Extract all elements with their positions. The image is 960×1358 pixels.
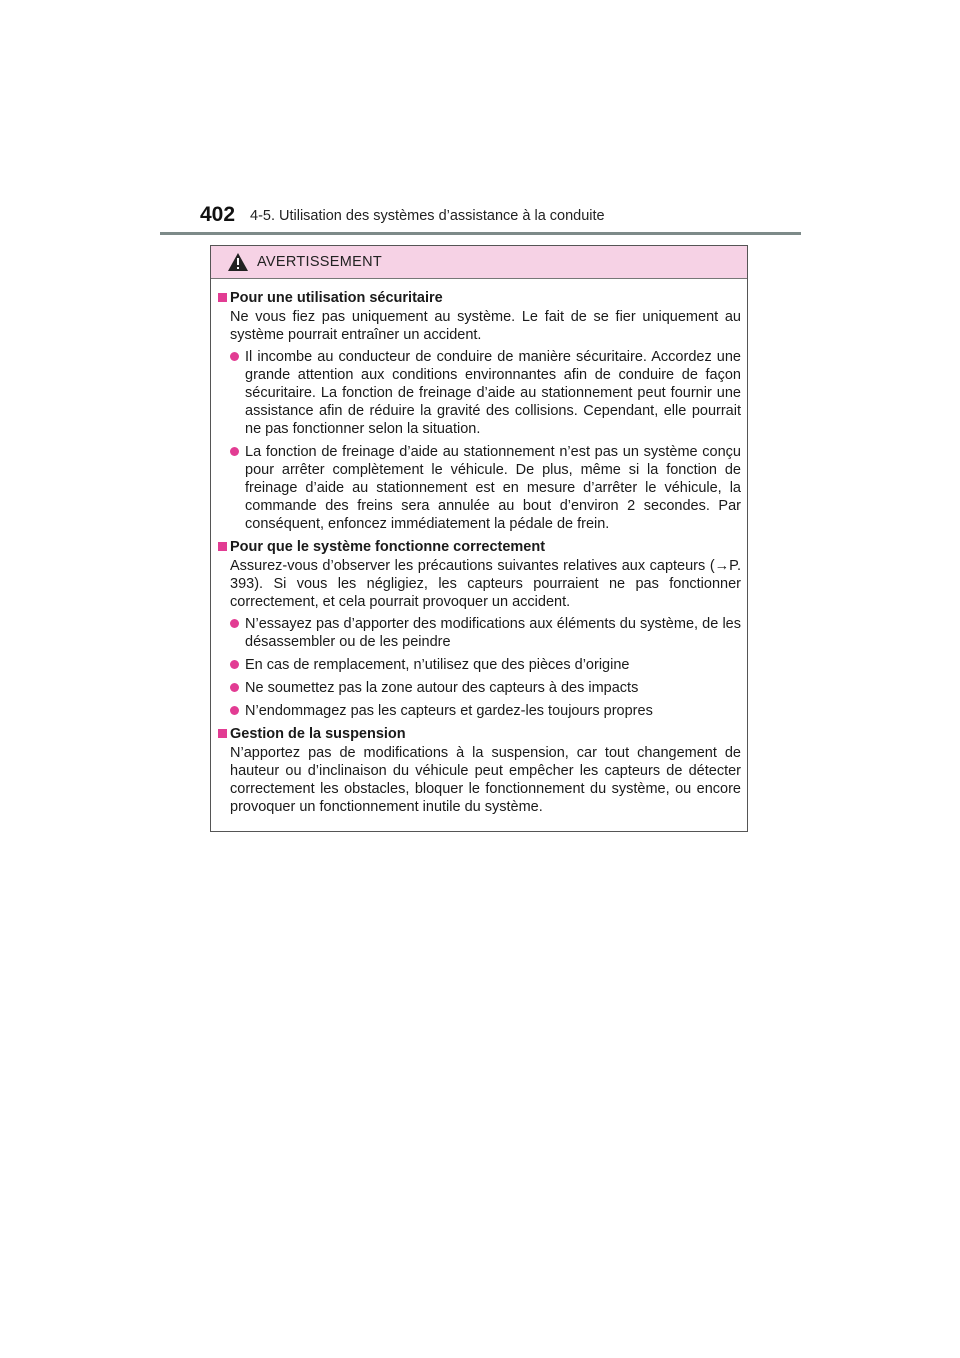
section-heading-text: Pour une utilisation sécuritaire [230, 290, 443, 306]
list-item [230, 702, 741, 720]
section-text: N’apportez pas de modifications à la suspension, car tout changement de hauteur ou d’inclinaison du véhicule peut empêcher les capteurs de détecter correctement les obstacles, bloquer le fonctionnement du système, ou encore provoquer un fonctionnement inutile du système. [230, 745, 741, 815]
list-item-text: N’essayez pas d’apporter des modifications aux éléments du système, de les désassembler ou de les peindre [245, 616, 741, 650]
section-text: Ne vous fiez pas uniquement au système. Le fait de se fier uniquement au système pourrait entraîner un accident. [230, 309, 741, 343]
list-item [230, 348, 741, 438]
warning-header [211, 246, 747, 279]
section-heading [218, 725, 741, 743]
list-item-text: Ne soumettez pas la zone autour des capteurs à des impacts [245, 680, 639, 696]
section-heading-text: Pour que le système fonctionne correctement [230, 539, 546, 555]
circle-bullet-icon [230, 660, 239, 669]
section-heading [218, 538, 741, 556]
section-text: Assurez-vous d’observer les précautions suivantes relatives aux capteurs (→P. 393). Si vous les négligiez, les capteurs pourraient ne pas fonctionner correctement, et cela pourrait provoquer un accident. [230, 558, 741, 610]
list-item [230, 615, 741, 651]
section-heading-text: Gestion de la suspension [230, 726, 406, 742]
list-item-text: La fonction de freinage d’aide au stationnement n’est pas un système conçu pour arrêter complètement le véhicule. De plus, même si la fonction de freinage d’aide au stationnement est en mesure d’arrêter le véhicule, la commande des freins sera annulée au bout d’environ 2 secondes. Par conséquent, enfoncez immédiatement la pédale de frein. [245, 444, 741, 532]
list-item-text: N’endommagez pas les capteurs et gardez-les toujours propres [245, 703, 653, 719]
circle-bullet-icon [230, 683, 239, 692]
section-heading [218, 289, 741, 307]
warning-title: AVERTISSEMENT [257, 254, 383, 270]
list-item [230, 443, 741, 533]
list-item [230, 679, 741, 697]
circle-bullet-icon [230, 706, 239, 715]
circle-bullet-icon [230, 619, 239, 628]
circle-bullet-icon [230, 447, 239, 456]
square-bullet-icon [218, 293, 227, 302]
section-title: 4-5. Utilisation des systèmes d’assistance à la conduite [250, 208, 605, 224]
page-number: 402 [200, 203, 236, 226]
list-item-text: Il incombe au conducteur de conduire de manière sécuritaire. Accordez une grande attention aux conditions environnantes afin de conduire de façon sécuritaire. La fonction de freinage d’aide au stationnement peut fournir une assistance afin de réduire la gravité des collisions. Cependant, elle pourrait ne pas fonctionner selon la situation. [245, 349, 741, 437]
warning-body [211, 279, 747, 816]
header-rule [160, 232, 801, 235]
circle-bullet-icon [230, 352, 239, 361]
square-bullet-icon [218, 542, 227, 551]
square-bullet-icon [218, 729, 227, 738]
list-item-text: En cas de remplacement, n’utilisez que des pièces d’origine [245, 657, 630, 673]
warning-triangle-icon [227, 252, 249, 272]
warning-box [210, 245, 748, 832]
list-item [230, 656, 741, 674]
